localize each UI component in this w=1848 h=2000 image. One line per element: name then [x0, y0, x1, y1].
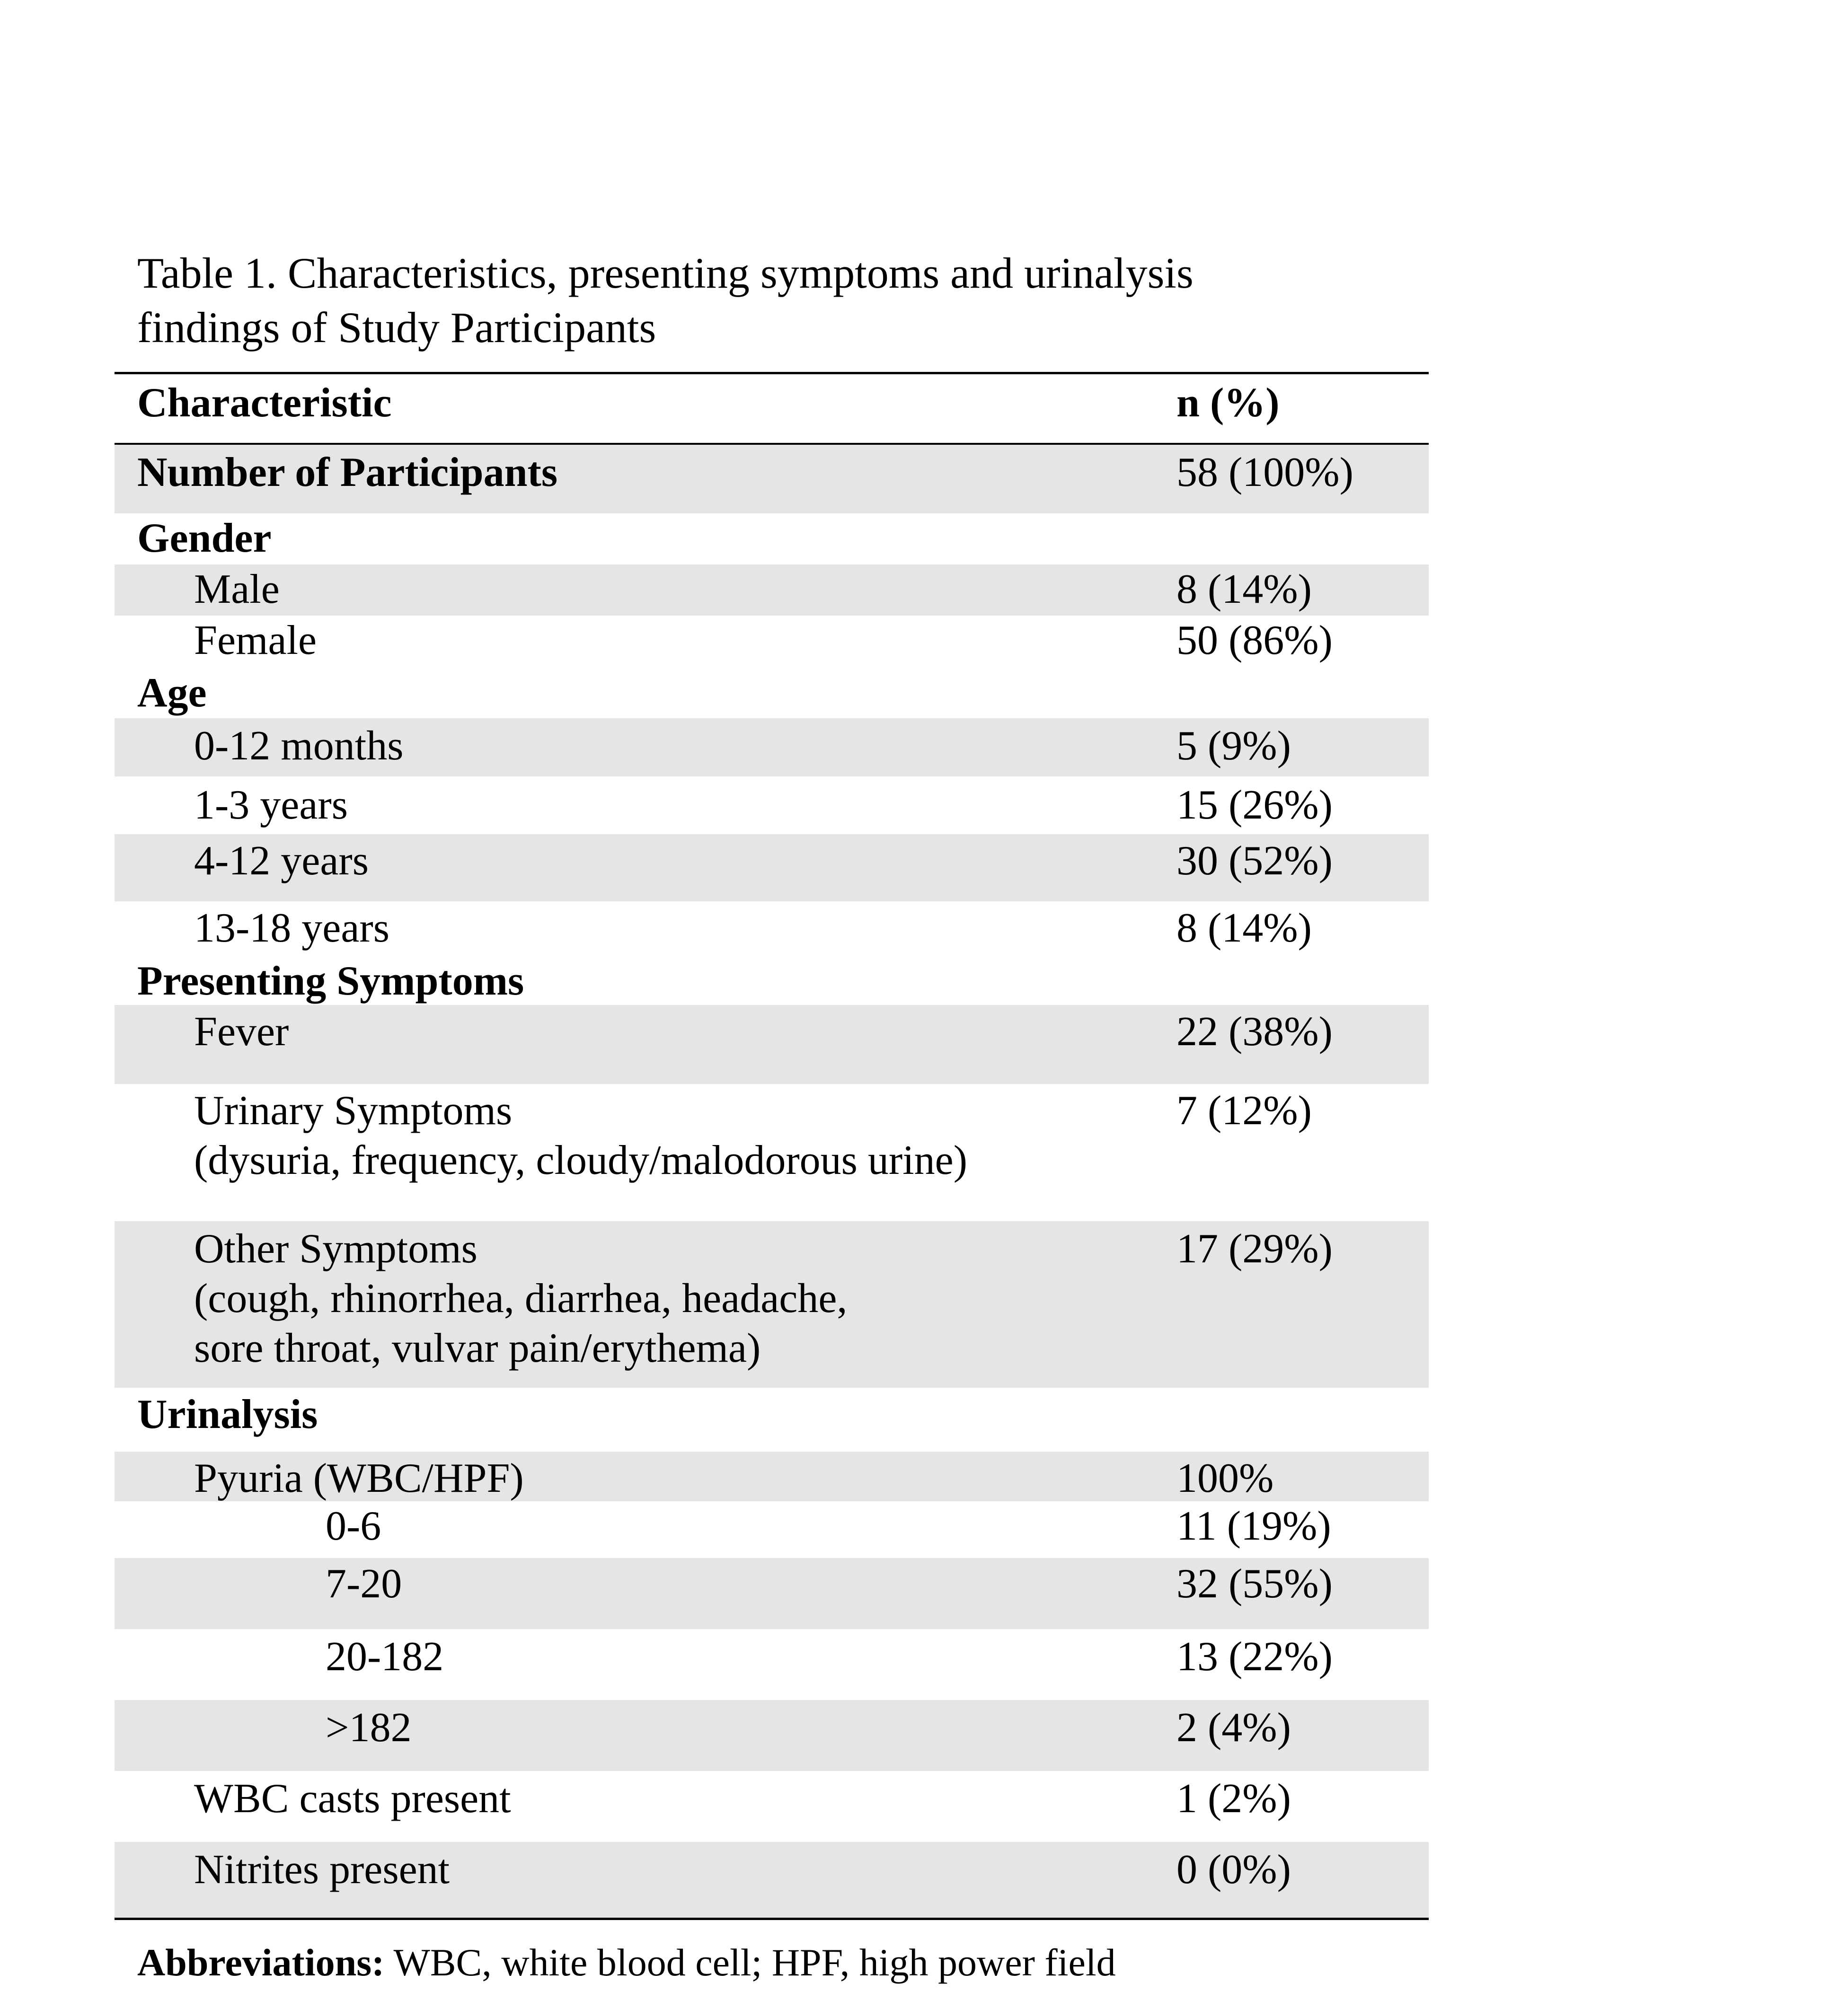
- header-characteristic: Characteristic: [137, 380, 392, 426]
- row-label: 20-182: [326, 1634, 444, 1680]
- section-header-age: [115, 671, 1429, 718]
- row-value: 0 (0%): [1176, 1847, 1291, 1893]
- table-caption: [137, 246, 1368, 355]
- section-header-urinalysis: [115, 1388, 1429, 1452]
- table-row-fever: [115, 1005, 1429, 1084]
- row-label: 13-18 years: [194, 905, 389, 951]
- row-sublabel: (dysuria, frequency, cloudy/malodorous urine): [194, 1137, 968, 1183]
- row-label: Nitrites present: [194, 1847, 450, 1893]
- footnote-text: WBC, white blood cell; HPF, high power field: [384, 1941, 1116, 1984]
- table-row-1-3-years: [115, 776, 1429, 834]
- section-header-gender: [115, 513, 1429, 564]
- section-label: Age: [137, 670, 207, 716]
- footnote-label: Abbreviations:: [137, 1941, 385, 1984]
- header-n-percent: n (%): [1176, 380, 1280, 426]
- row-label: >182: [326, 1705, 412, 1751]
- table-row-13-18-years: [115, 901, 1429, 959]
- table-row-female: [115, 616, 1429, 671]
- table-caption-line-1: Table 1. Characteristics, presenting symptoms and urinalysis: [137, 249, 1194, 297]
- row-value: 58 (100%): [1176, 449, 1353, 495]
- table-row-pyuria-7-20: [115, 1558, 1429, 1629]
- row-label: WBC casts present: [194, 1776, 511, 1822]
- table-row-pyuria: [115, 1452, 1429, 1501]
- table-row-pyuria-over-182: [115, 1700, 1429, 1771]
- table-row-other-symptoms: [115, 1221, 1429, 1388]
- row-label: Fever: [194, 1009, 289, 1055]
- table-row-male: [115, 564, 1429, 616]
- row-label: Female: [194, 617, 317, 663]
- table-row-wbc-casts: [115, 1771, 1429, 1842]
- row-label: Urinary Symptoms: [194, 1088, 513, 1134]
- table-row-0-12-months: [115, 718, 1429, 776]
- row-label: 7-20: [326, 1561, 402, 1607]
- table-row-pyuria-20-182: [115, 1629, 1429, 1700]
- row-value: 30 (52%): [1176, 838, 1333, 884]
- table-row-pyuria-0-6: [115, 1501, 1429, 1558]
- table-caption-line-2: findings of Study Participants: [137, 303, 656, 352]
- section-header-presenting-symptoms: [115, 959, 1429, 1005]
- row-value: 5 (9%): [1176, 723, 1291, 769]
- row-value: 32 (55%): [1176, 1561, 1333, 1607]
- row-label: Other Symptoms: [194, 1226, 477, 1272]
- row-value: 8 (14%): [1176, 566, 1312, 612]
- row-value: 8 (14%): [1176, 905, 1312, 951]
- table-row-number-of-participants: [115, 445, 1429, 513]
- section-label: Urinalysis: [137, 1392, 318, 1437]
- row-value: 50 (86%): [1176, 617, 1333, 663]
- table-row-4-12-years: [115, 834, 1429, 901]
- row-value: 11 (19%): [1176, 1503, 1331, 1549]
- row-sublabel-2: sore throat, vulvar pain/erythema): [194, 1325, 761, 1371]
- section-label: Presenting Symptoms: [137, 958, 524, 1004]
- row-value: 1 (2%): [1176, 1776, 1291, 1822]
- characteristics-table: [115, 372, 1429, 1920]
- row-label: 0-6: [326, 1503, 381, 1549]
- row-value: 100%: [1176, 1455, 1274, 1501]
- row-label-block: [194, 1086, 1188, 1185]
- row-label: 4-12 years: [194, 838, 369, 884]
- row-label: Pyuria (WBC/HPF): [194, 1455, 524, 1501]
- row-label: Number of Participants: [137, 449, 558, 495]
- row-label: 0-12 months: [194, 723, 404, 769]
- table-header-row: [115, 374, 1429, 445]
- row-value: 17 (29%): [1176, 1226, 1333, 1272]
- row-value: 7 (12%): [1176, 1088, 1312, 1134]
- table-row-nitrites: [115, 1842, 1429, 1918]
- row-label: 1-3 years: [194, 782, 348, 828]
- row-sublabel: (cough, rhinorrhea, diarrhea, headache,: [194, 1276, 848, 1322]
- table-footnote: [137, 1939, 1116, 1986]
- row-value: 13 (22%): [1176, 1634, 1333, 1680]
- row-label: Male: [194, 566, 280, 612]
- row-value: 15 (26%): [1176, 782, 1333, 828]
- section-label: Gender: [137, 515, 272, 561]
- row-label-block: [194, 1224, 1188, 1373]
- row-value: 2 (4%): [1176, 1705, 1291, 1751]
- row-value: 22 (38%): [1176, 1009, 1333, 1055]
- table-row-urinary-symptoms: [115, 1084, 1429, 1221]
